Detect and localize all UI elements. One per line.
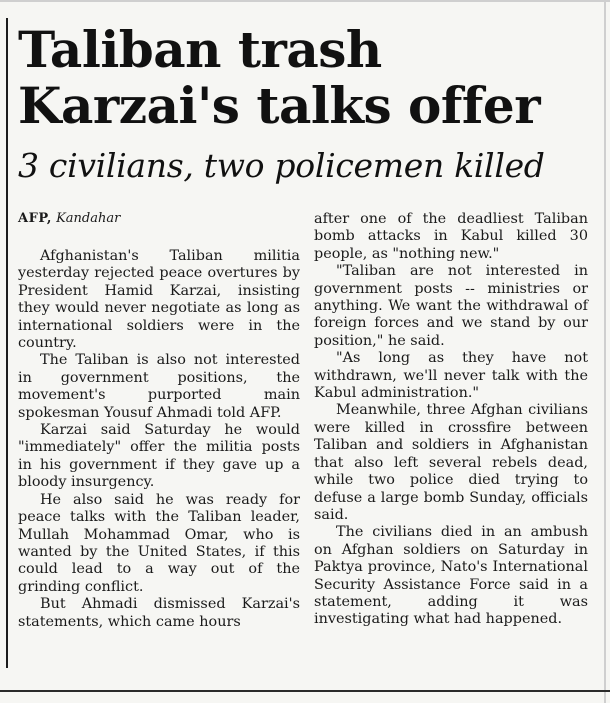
article-column-1	[18, 248, 300, 631]
paragraph: Karzai said Saturday he would "immediately" offer the militia posts in his government if they gave up a bloody insurgency.	[18, 422, 300, 491]
byline-location: Kandahar	[56, 211, 121, 226]
right-border	[604, 0, 606, 703]
byline-agency: AFP,	[18, 211, 52, 226]
paragraph: The civilians died in an ambush on Afghan soldiers on Saturday in Paktya province, Nato's International Security Assistance Force said in a statement, adding it was investigating what had happened.	[314, 524, 588, 628]
paragraph: "Taliban are not interested in government posts -- ministries or anything. We want the withdrawal of foreign forces and we stand by our position," he said.	[314, 263, 588, 349]
paragraph: after one of the deadliest Taliban bomb attacks in Kabul killed 30 people, as "nothing new."	[314, 211, 588, 262]
paragraph: The Taliban is also not interested in government positions, the movement's purported main spokesman Yousuf Ahmadi told AFP.	[18, 352, 300, 421]
headline: Taliban trash Karzai's talks offer	[18, 20, 541, 135]
top-border	[0, 0, 610, 2]
paragraph: Meanwhile, three Afghan civilians were killed in crossfire between Taliban and soldiers in Afghanistan that also left several rebels dead, while two police died trying to defuse a large bomb Sunday, officials said.	[314, 402, 588, 523]
article-column-2	[314, 211, 588, 629]
bottom-rule	[0, 690, 610, 692]
left-column-rule	[6, 18, 8, 668]
paragraph: He also said he was ready for peace talks with the Taliban leader, Mullah Mohammad Omar, who is wanted by the United States, if this could lead to a way out of the grinding conflict.	[18, 491, 300, 595]
paragraph: But Ahmadi dismissed Karzai's statements, which came hours	[18, 596, 300, 630]
paragraph: Afghanistan's Taliban militia yesterday rejected peace overtures by President Hamid Karzai, insisting they would never negotiate as long as international soldiers were in the country.	[18, 248, 300, 352]
subheadline: 3 civilians, two policemen killed	[18, 146, 545, 185]
paragraph: "As long as they have not withdrawn, we'll never talk with the Kabul administration."	[314, 350, 588, 402]
byline	[18, 210, 120, 228]
